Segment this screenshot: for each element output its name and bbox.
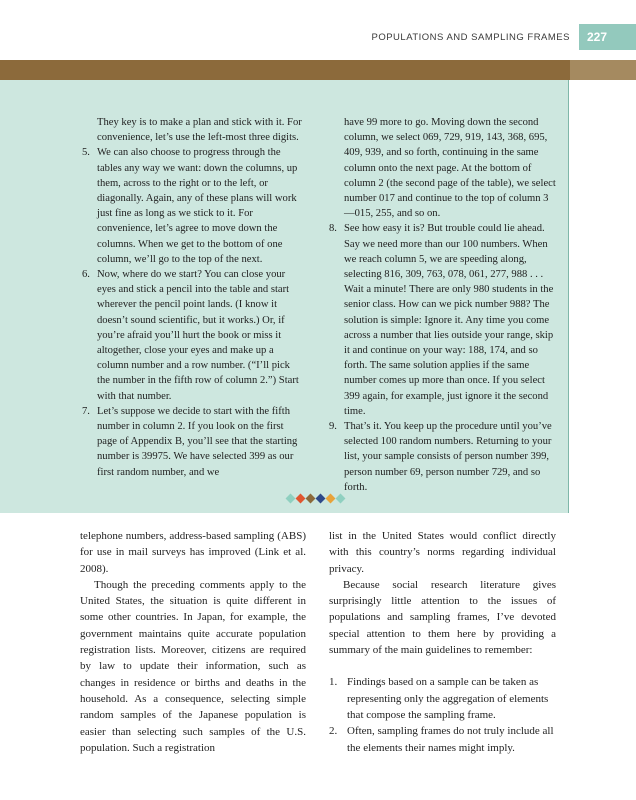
running-header — [371, 24, 636, 50]
diamond-icon — [286, 494, 296, 504]
list-text: Now, where do we start? You can close your eyes and stick a pencil into the table and start wherever the pencil point lands. (I know it doesn’t sound scientific, but it works.) Or, if you’re afraid you’ll hurt the book or miss it altogether, close your eyes and make up a column number and a row number. (“I’ll pick the number in the fifth row of column 2.”) Start with that number. — [97, 269, 299, 402]
list-item — [329, 419, 556, 495]
body-left-column — [80, 528, 306, 756]
body-paragraph: Though the preceding comments apply to the United States, the situation is quite different in some other countries. In Japan, for example, the government maintains quite accurate population registration lists. Moreover, citizens are required by law to update their information, such as changes in residence or births and deaths in the household. As a consequence, selecting simple random samples of the Japanese population is easier than selecting such samples of the U.S. population. Such a registration — [80, 578, 306, 754]
list-item — [329, 674, 556, 723]
list-number: 2. — [329, 725, 338, 738]
box-right-column — [329, 115, 556, 495]
list-item — [82, 404, 302, 480]
list-number: 9. — [329, 421, 337, 433]
list-number: 6. — [82, 269, 90, 281]
list-text: See how easy it is? But trouble could lie ahead. Say we need more than our 100 numbers. When we reach column 5, we are speeding along, selecting 816, 309, 763, 078, 061, 277, 988 . . . Wait a minute! There are only 980 students in the senior class. How can we pick number 988? The solution is simple: Ignore it. Any time you come across a number that lies outside your range, skip it and continue on your way: 188, 174, and so forth. The same solution applies if the same number comes up more than once. If you select 399 again, for example, just ignore it the second time. — [344, 223, 554, 417]
diamond-ornament — [286, 495, 345, 505]
diamond-icon — [296, 494, 306, 504]
box-continuation-text: have 99 more to go. Moving down the second column, we select 069, 729, 919, 143, 368, 695, 409, 939, and so forth, continuing in the same column onto the next page. At the bottom of column 2 (the second page of the table), we select number 017 and continue to the top of column 3—015, 255, and so on. — [344, 117, 556, 220]
list-text: Often, sampling frames do not truly include all the elements their names might imply. — [347, 725, 554, 754]
list-item — [329, 723, 556, 756]
diamond-icon — [306, 494, 316, 504]
guidelines-list — [329, 674, 556, 755]
list-item — [329, 221, 556, 419]
box-continuation-text: They key is to make a plan and stick with it. For convenience, let’s use the left-most three digits. — [97, 117, 302, 144]
body-paragraph: list in the United States would conflict directly with this country’s norms regarding individual privacy. — [329, 530, 556, 575]
diamond-icon — [336, 494, 346, 504]
list-number: 7. — [82, 405, 90, 417]
body-paragraph: telephone numbers, address-based sampling (ABS) for use in mail surveys has improved (Link et al. 2008). — [80, 530, 306, 575]
boxed-sidebar — [0, 80, 569, 513]
list-text: Let’s suppose we decide to start with the fifth number in column 2. If you look on the first page of Appendix B, you’ll see that the starting number is 39975. We have selected 399 as our first random number, and we — [97, 405, 298, 478]
body-paragraph: Because social research literature gives surprisingly little attention to the issues of populations and sampling frames, I’ve devoted special attention to them here by providing a summary of the main guidelines to remember: — [329, 578, 556, 657]
list-item — [82, 145, 302, 267]
list-text: We can also choose to progress through the tables any way we want: down the columns, up them, across to the right or to the left, or diagonally. Again, any of these plans will work just fine as long as we stick to it. For convenience, let’s agree to move down the columns. When we get to the bottom of one column, we’ll go to the top of the next. — [97, 147, 298, 265]
list-text: Findings based on a sample can be taken as representing only the aggregation of elements that compose the sampling frame. — [347, 676, 549, 721]
diamond-icon — [316, 494, 326, 504]
box-left-column — [82, 115, 302, 480]
body-right-column — [329, 528, 556, 756]
section-bar-end — [570, 60, 636, 80]
list-text: That’s it. You keep up the procedure until you’ve selected 100 random numbers. Returning to your list, your sample consists of person number 399, person number 69, person number 729, and so forth. — [344, 421, 552, 493]
list-number: 5. — [82, 147, 90, 159]
list-number: 1. — [329, 676, 338, 689]
diamond-icon — [326, 494, 336, 504]
list-item — [82, 267, 302, 404]
list-number: 8. — [329, 223, 337, 235]
section-bar — [0, 60, 570, 80]
running-title: POPULATIONS AND SAMPLING FRAMES — [371, 31, 570, 43]
page-number: 227 — [579, 24, 636, 50]
